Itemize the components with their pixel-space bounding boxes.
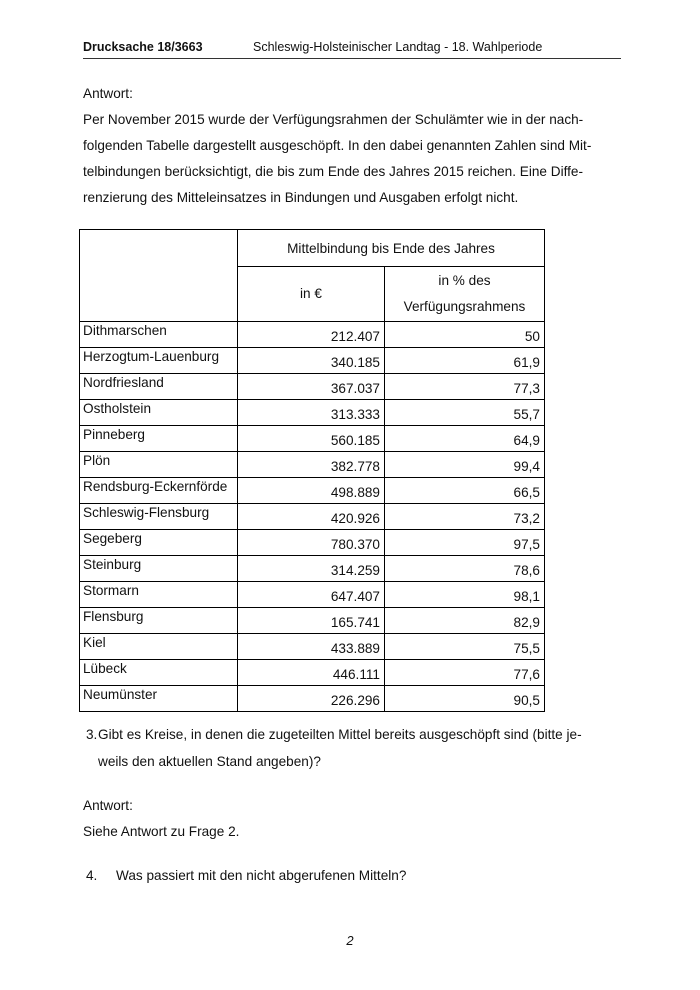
answer-line: telbindungen berücksichtigt, die bis zum Ende des Jahres 2015 reichen. Eine Diffe- (83, 164, 583, 179)
district-name-cell: Plön (80, 452, 238, 478)
table-row (80, 582, 545, 608)
question-text (98, 721, 618, 775)
question-line: Gibt es Kreise, in denen die zugeteilten Mittel bereits ausgeschöpft sind (bitte je- (98, 727, 582, 742)
percent-cell: 77,3 (385, 374, 545, 400)
district-name-cell: Herzogtum-Lauenburg (80, 348, 238, 374)
column-header-percent-line1: in % des (438, 273, 491, 288)
percent-cell: 98,1 (385, 582, 545, 608)
table-row (80, 478, 545, 504)
table-row (80, 348, 545, 374)
table-row (80, 374, 545, 400)
percent-cell: 99,4 (385, 452, 545, 478)
table-row (80, 452, 545, 478)
table-row (80, 504, 545, 530)
landtag-title: Schleswig-Holsteinischer Landtag - 18. Wahlperiode (253, 40, 543, 54)
answer-block-1 (83, 81, 618, 211)
percent-cell: 77,6 (385, 660, 545, 686)
question-number: 4. (86, 868, 98, 883)
answer-label: Antwort: (83, 798, 133, 813)
table-body (80, 322, 545, 712)
answer-label: Antwort: (83, 86, 133, 101)
amount-euro-cell: 212.407 (238, 322, 385, 348)
percent-cell: 55,7 (385, 400, 545, 426)
amount-euro-cell: 780.370 (238, 530, 385, 556)
percent-cell: 73,2 (385, 504, 545, 530)
table-row (80, 686, 545, 712)
amount-euro-cell: 420.926 (238, 504, 385, 530)
question-number: 3. (86, 727, 98, 742)
answer-line: renzierung des Mitteleinsatzes in Bindungen und Ausgaben erfolgt nicht. (83, 190, 519, 205)
percent-cell: 78,6 (385, 556, 545, 582)
district-name-cell: Steinburg (80, 556, 238, 582)
table-row (80, 322, 545, 348)
table-row (80, 660, 545, 686)
district-name-cell: Ostholstein (80, 400, 238, 426)
budget-table (79, 229, 545, 712)
district-name-cell: Kiel (80, 634, 238, 660)
district-name-cell: Lübeck (80, 660, 238, 686)
table-corner-cell (80, 230, 238, 322)
table-row (80, 400, 545, 426)
question-text: Was passiert mit den nicht abgerufenen Mitteln? (116, 868, 407, 883)
answer-line: folgenden Tabelle dargestellt ausgeschöpft. In den dabei genannten Zahlen sind Mit- (83, 138, 592, 153)
percent-cell: 64,9 (385, 426, 545, 452)
percent-cell: 50 (385, 322, 545, 348)
district-name-cell: Nordfriesland (80, 374, 238, 400)
amount-euro-cell: 382.778 (238, 452, 385, 478)
answer-block-3 (83, 793, 618, 845)
amount-euro-cell: 340.185 (238, 348, 385, 374)
page-number: 2 (346, 933, 354, 948)
district-name-cell: Schleswig-Flensburg (80, 504, 238, 530)
column-header-euro: in € (238, 267, 385, 322)
percent-cell: 97,5 (385, 530, 545, 556)
question-3 (83, 721, 618, 775)
district-name-cell: Rendsburg-Eckernförde (80, 478, 238, 504)
district-name-cell: Segeberg (80, 530, 238, 556)
amount-euro-cell: 313.333 (238, 400, 385, 426)
amount-euro-cell: 314.259 (238, 556, 385, 582)
table-header-main: Mittelbindung bis Ende des Jahres (238, 230, 545, 267)
percent-cell: 61,9 (385, 348, 545, 374)
amount-euro-cell: 367.037 (238, 374, 385, 400)
percent-cell: 82,9 (385, 608, 545, 634)
table-row (80, 530, 545, 556)
page-header (83, 40, 621, 59)
amount-euro-cell: 226.296 (238, 686, 385, 712)
district-name-cell: Neumünster (80, 686, 238, 712)
district-name-cell: Flensburg (80, 608, 238, 634)
answer-line: Per November 2015 wurde der Verfügungsrahmen der Schulämter wie in der nach- (83, 112, 584, 127)
column-header-percent-line2: Verfügungsrahmens (403, 299, 526, 314)
table-header-row (80, 230, 545, 267)
amount-euro-cell: 560.185 (238, 426, 385, 452)
amount-euro-cell: 446.111 (238, 660, 385, 686)
amount-euro-cell: 498.889 (238, 478, 385, 504)
table-row (80, 608, 545, 634)
table-row (80, 634, 545, 660)
percent-cell: 66,5 (385, 478, 545, 504)
table-row (80, 426, 545, 452)
answer-text: Siehe Antwort zu Frage 2. (83, 824, 240, 839)
table-row (80, 556, 545, 582)
amount-euro-cell: 647.407 (238, 582, 385, 608)
answer-paragraph (83, 107, 618, 211)
percent-cell: 90,5 (385, 686, 545, 712)
question-line: weils den aktuellen Stand angeben)? (98, 754, 321, 769)
district-name-cell: Stormarn (80, 582, 238, 608)
drucksache-number: Drucksache 18/3663 (83, 40, 203, 54)
district-name-cell: Dithmarschen (80, 322, 238, 348)
amount-euro-cell: 433.889 (238, 634, 385, 660)
amount-euro-cell: 165.741 (238, 608, 385, 634)
column-header-percent (385, 267, 545, 322)
district-name-cell: Pinneberg (80, 426, 238, 452)
percent-cell: 75,5 (385, 634, 545, 660)
